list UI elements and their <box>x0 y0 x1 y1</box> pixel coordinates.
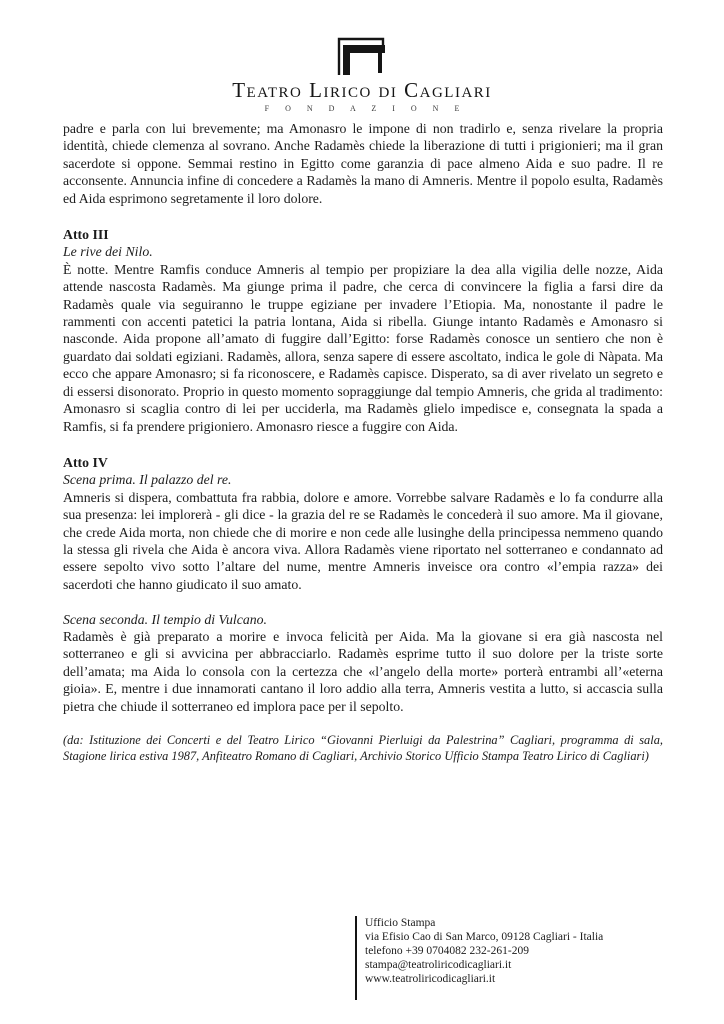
email-line: stampa@teatroliricodicagliari.it <box>365 959 512 971</box>
atto-iv-heading: Atto IV <box>63 454 108 470</box>
press-office-contact <box>355 916 603 1000</box>
scena-prima-title: Scena prima. Il palazzo del re. <box>63 472 232 488</box>
scena-seconda-title: Scena seconda. Il tempio di Vulcano. <box>63 611 267 627</box>
atto-iii-paragraph: È notte. Mentre Ramfis conduce Amneris al tempio per propiziare la dea alla vigilia delle nozze, Aida attende nascosta Radamès. Ma giunge prima il padre, che cerca di convincere la figlia a farsi dire da Radamès quale via seguiranno le truppe egiziane per invadere l’Etiopia. Ma, nonostante il padre le rammenti con accenti patetici la patria lontana, Aida si ribella. Giunge intanto Radamès e Amonasro si nasconde. Aida propone all’amato di fuggire dall’Egitto: forse Radamès conosce un sentiero che non è guardato dai soldati egiziani. Radamès, allora, senza sapere di essere ascoltato, indica le gole di Nàpata. Ma ecco che appare Amonasro; si fa riconoscere, e Radamès capisce. Disperato, sa di aver rivelato un segreto e di essersi disonorato. Proprio in questo momento sopraggiunge dal tempio Amneris, che grida al tradimento: Amonasro si scaglia contro di lei per ucciderla, ma Radamès glielo impedisce e, consegnata la spada a Ramfis, si fa prendere prigioniero. Amonasro riesce a fuggire con Aida. <box>63 261 663 434</box>
website-line: www.teatroliricodicagliari.it <box>365 973 496 985</box>
scena-seconda-paragraph: Radamès è già preparato a morire e invoca felicità per Aida. Ma la giovane si era già nascosta nel sotterraneo e gli si avvicina per abbracciarlo. Radamès esprime tutto il suo dolore per la triste sorte dell’amata; ma Aida lo consola con la certezza che «l’angelo della morte» porterà entrambi all’«eterna gioia». E, mentre i due innamorati cantano il loro addio alla terra, Amneris vestita a lutto, si accascia sulla pietra che chiude il sotterraneo ed implora pace per il sepolto. <box>63 628 663 714</box>
foundation-label: F O N D A Z I O N E <box>264 104 467 113</box>
address-line: via Efisio Cao di San Marco, 09128 Cagliari - Italia <box>365 931 604 943</box>
press-office-label: Ufficio Stampa <box>365 917 436 929</box>
organization-title: Teatro Lirico di Cagliari <box>232 78 492 102</box>
atto-iii-scene-title: Le rive dei Nilo. <box>63 244 153 260</box>
atto-iii-heading: Atto III <box>63 227 109 243</box>
atto2-continuation-paragraph: padre e parla con lui brevemente; ma Amonasro le impone di non tradirlo e, senza rivelare la propria identità, chiede clemenza al sovrano. Anche Radamès chiede la liberazione di tutti i prigionieri; ma il gran sacerdote si oppone. Semmai restino in Egitto come garanzia di pace almeno Aida e suo padre. Il re acconsente. Annuncia infine di concedere a Radamès la mano di Amneris. Mentre il popolo esulta, Radamès ed Aida esprimono segretamente il loro dolore. <box>63 121 663 206</box>
source-credit: (da: Istituzione dei Concerti e del Teatro Lirico “Giovanni Pierluigi da Palestrina” Cagliari, programma di sala, Stagione lirica estiva 1987, Anfiteatro Romano di Cagliari, Archivio Storico Ufficio Stampa Teatro Lirico di Cagliari) <box>63 732 663 763</box>
letterhead <box>0 0 724 113</box>
proscenium-arch-logo-icon <box>0 36 724 76</box>
scena-prima-paragraph: Amneris si dispera, combattuta fra rabbia, dolore e amore. Vorrebbe salvare Radamès e lo fa condurre alla sua presenza: lei implorerà - gli dice - la grazia del re se Radamès le concederà il suo amore. Ma il giovane, che crede Aida morta, non chiede che di morire e non cede alle lusinghe della principessa nemmeno quando la stessa gli rivela che Aida è ancora viva. Allora Radamès viene riportato nel sotterraneo e condannato ad essere sepolto vivo sotto l’altare del nume, mentre Amneris inveisce ora contro «l’empia razza» dei sacerdoti che hanno giudicato il suo amato. <box>63 489 663 592</box>
phone-line: telefono +39 0704082 232-261-209 <box>365 945 529 957</box>
synopsis-content <box>63 120 663 764</box>
